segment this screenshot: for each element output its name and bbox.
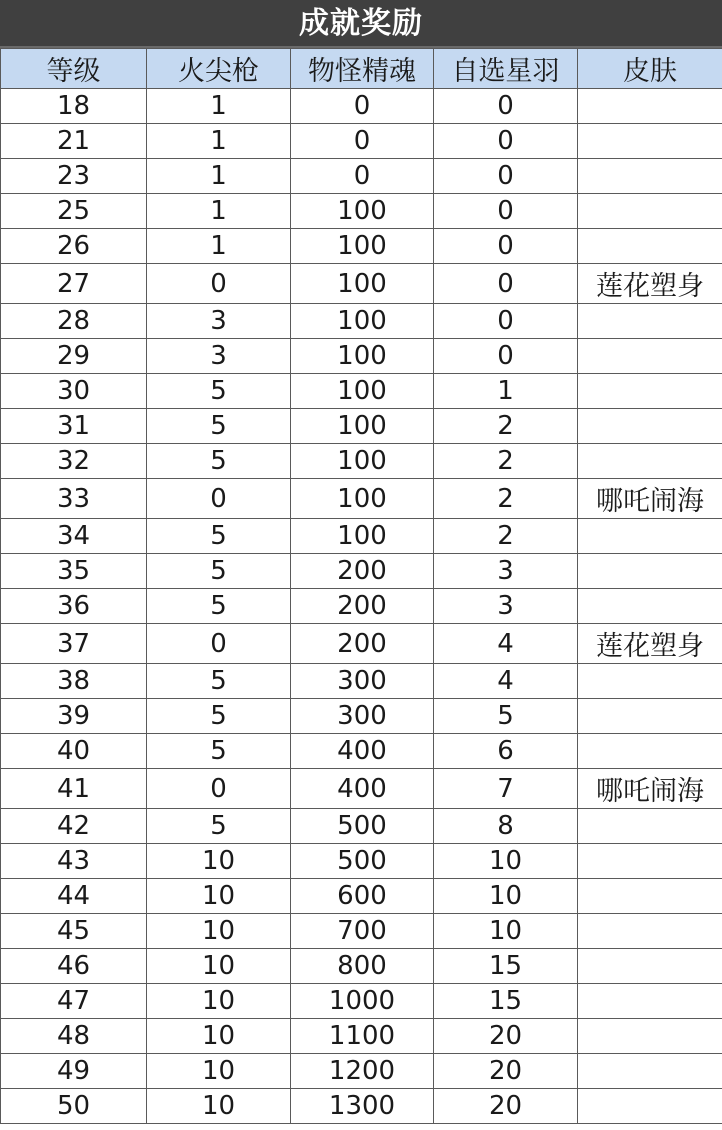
cell-fire-spear: 5 xyxy=(147,554,291,589)
cell-star-feather: 4 xyxy=(434,664,578,699)
cell-star-feather: 0 xyxy=(434,89,578,124)
cell-monster-essence: 200 xyxy=(291,624,434,664)
cell-level: 46 xyxy=(1,949,147,984)
cell-skin xyxy=(578,304,722,339)
cell-fire-spear: 5 xyxy=(147,664,291,699)
cell-monster-essence: 400 xyxy=(291,734,434,769)
cell-monster-essence: 100 xyxy=(291,304,434,339)
table-row xyxy=(1,589,722,624)
table-row xyxy=(1,409,722,444)
cell-skin xyxy=(578,949,722,984)
cell-skin xyxy=(578,734,722,769)
cell-skin xyxy=(578,1054,722,1089)
cell-monster-essence: 400 xyxy=(291,769,434,809)
cell-fire-spear: 10 xyxy=(147,844,291,879)
cell-level: 27 xyxy=(1,264,147,304)
cell-level: 23 xyxy=(1,159,147,194)
cell-star-feather: 10 xyxy=(434,879,578,914)
cell-level: 34 xyxy=(1,519,147,554)
cell-fire-spear: 5 xyxy=(147,589,291,624)
cell-skin xyxy=(578,1089,722,1124)
cell-star-feather: 3 xyxy=(434,589,578,624)
header-skin: 皮肤 xyxy=(578,49,722,89)
cell-skin xyxy=(578,879,722,914)
cell-level: 31 xyxy=(1,409,147,444)
table-row xyxy=(1,124,722,159)
cell-level: 50 xyxy=(1,1089,147,1124)
cell-skin xyxy=(578,124,722,159)
cell-fire-spear: 1 xyxy=(147,124,291,159)
cell-fire-spear: 5 xyxy=(147,699,291,734)
cell-skin: 哪吒闹海 xyxy=(578,479,722,519)
cell-star-feather: 15 xyxy=(434,949,578,984)
cell-level: 42 xyxy=(1,809,147,844)
cell-star-feather: 15 xyxy=(434,984,578,1019)
table-row xyxy=(1,229,722,264)
table-row xyxy=(1,479,722,519)
cell-fire-spear: 5 xyxy=(147,519,291,554)
cell-fire-spear: 5 xyxy=(147,809,291,844)
cell-monster-essence: 300 xyxy=(291,699,434,734)
cell-skin: 哪吒闹海 xyxy=(578,769,722,809)
achievement-reward-table xyxy=(0,48,722,1124)
table-row xyxy=(1,194,722,229)
cell-skin xyxy=(578,664,722,699)
cell-fire-spear: 1 xyxy=(147,159,291,194)
cell-level: 43 xyxy=(1,844,147,879)
cell-skin xyxy=(578,844,722,879)
cell-monster-essence: 800 xyxy=(291,949,434,984)
table-row xyxy=(1,699,722,734)
cell-fire-spear: 5 xyxy=(147,374,291,409)
cell-skin xyxy=(578,589,722,624)
table-row xyxy=(1,1089,722,1124)
cell-fire-spear: 1 xyxy=(147,229,291,264)
cell-fire-spear: 5 xyxy=(147,734,291,769)
cell-monster-essence: 600 xyxy=(291,879,434,914)
header-star-feather: 自选星羽 xyxy=(434,49,578,89)
cell-monster-essence: 100 xyxy=(291,374,434,409)
table-body xyxy=(1,89,722,1124)
cell-skin xyxy=(578,339,722,374)
cell-star-feather: 20 xyxy=(434,1054,578,1089)
cell-star-feather: 2 xyxy=(434,409,578,444)
table-row xyxy=(1,844,722,879)
table-row xyxy=(1,914,722,949)
header-row xyxy=(1,49,722,89)
cell-skin xyxy=(578,699,722,734)
cell-skin xyxy=(578,374,722,409)
cell-star-feather: 0 xyxy=(434,194,578,229)
cell-monster-essence: 100 xyxy=(291,479,434,519)
cell-star-feather: 2 xyxy=(434,519,578,554)
cell-level: 33 xyxy=(1,479,147,519)
cell-level: 30 xyxy=(1,374,147,409)
cell-star-feather: 2 xyxy=(434,444,578,479)
cell-monster-essence: 100 xyxy=(291,444,434,479)
cell-level: 25 xyxy=(1,194,147,229)
cell-monster-essence: 100 xyxy=(291,229,434,264)
cell-level: 32 xyxy=(1,444,147,479)
cell-fire-spear: 0 xyxy=(147,479,291,519)
cell-fire-spear: 1 xyxy=(147,194,291,229)
table-row xyxy=(1,554,722,589)
cell-level: 26 xyxy=(1,229,147,264)
cell-skin xyxy=(578,554,722,589)
cell-star-feather: 4 xyxy=(434,624,578,664)
cell-level: 36 xyxy=(1,589,147,624)
cell-monster-essence: 100 xyxy=(291,409,434,444)
cell-skin xyxy=(578,229,722,264)
cell-monster-essence: 0 xyxy=(291,159,434,194)
cell-skin xyxy=(578,519,722,554)
cell-skin xyxy=(578,159,722,194)
cell-level: 40 xyxy=(1,734,147,769)
cell-fire-spear: 1 xyxy=(147,89,291,124)
table-row xyxy=(1,624,722,664)
cell-fire-spear: 10 xyxy=(147,914,291,949)
cell-monster-essence: 200 xyxy=(291,589,434,624)
cell-star-feather: 1 xyxy=(434,374,578,409)
cell-star-feather: 0 xyxy=(434,339,578,374)
cell-monster-essence: 100 xyxy=(291,194,434,229)
cell-monster-essence: 100 xyxy=(291,519,434,554)
cell-level: 48 xyxy=(1,1019,147,1054)
cell-star-feather: 0 xyxy=(434,304,578,339)
cell-fire-spear: 10 xyxy=(147,1019,291,1054)
table-row xyxy=(1,1019,722,1054)
cell-monster-essence: 0 xyxy=(291,89,434,124)
header-fire-spear: 火尖枪 xyxy=(147,49,291,89)
cell-skin: 莲花塑身 xyxy=(578,264,722,304)
cell-skin xyxy=(578,914,722,949)
cell-skin xyxy=(578,89,722,124)
cell-star-feather: 5 xyxy=(434,699,578,734)
cell-level: 45 xyxy=(1,914,147,949)
cell-fire-spear: 0 xyxy=(147,769,291,809)
table-row xyxy=(1,769,722,809)
cell-star-feather: 20 xyxy=(434,1089,578,1124)
cell-fire-spear: 5 xyxy=(147,444,291,479)
cell-star-feather: 6 xyxy=(434,734,578,769)
table-row xyxy=(1,1054,722,1089)
cell-level: 39 xyxy=(1,699,147,734)
cell-monster-essence: 700 xyxy=(291,914,434,949)
cell-fire-spear: 3 xyxy=(147,304,291,339)
cell-star-feather: 8 xyxy=(434,809,578,844)
cell-level: 41 xyxy=(1,769,147,809)
cell-level: 35 xyxy=(1,554,147,589)
table-row xyxy=(1,984,722,1019)
cell-skin xyxy=(578,194,722,229)
cell-fire-spear: 10 xyxy=(147,1089,291,1124)
table-row xyxy=(1,734,722,769)
table-row xyxy=(1,444,722,479)
cell-level: 44 xyxy=(1,879,147,914)
cell-fire-spear: 10 xyxy=(147,984,291,1019)
cell-level: 38 xyxy=(1,664,147,699)
cell-skin: 莲花塑身 xyxy=(578,624,722,664)
table-row xyxy=(1,664,722,699)
table-row xyxy=(1,374,722,409)
cell-level: 18 xyxy=(1,89,147,124)
cell-monster-essence: 500 xyxy=(291,809,434,844)
cell-fire-spear: 0 xyxy=(147,264,291,304)
cell-star-feather: 7 xyxy=(434,769,578,809)
cell-skin xyxy=(578,409,722,444)
cell-fire-spear: 5 xyxy=(147,409,291,444)
cell-level: 49 xyxy=(1,1054,147,1089)
cell-star-feather: 0 xyxy=(434,229,578,264)
cell-monster-essence: 100 xyxy=(291,264,434,304)
table-row xyxy=(1,304,722,339)
cell-monster-essence: 1300 xyxy=(291,1089,434,1124)
cell-monster-essence: 200 xyxy=(291,554,434,589)
cell-fire-spear: 0 xyxy=(147,624,291,664)
cell-monster-essence: 300 xyxy=(291,664,434,699)
cell-monster-essence: 500 xyxy=(291,844,434,879)
cell-star-feather: 20 xyxy=(434,1019,578,1054)
cell-skin xyxy=(578,444,722,479)
table-row xyxy=(1,159,722,194)
cell-level: 21 xyxy=(1,124,147,159)
table-row xyxy=(1,809,722,844)
cell-monster-essence: 1200 xyxy=(291,1054,434,1089)
cell-level: 29 xyxy=(1,339,147,374)
table-row xyxy=(1,264,722,304)
cell-star-feather: 3 xyxy=(434,554,578,589)
cell-level: 37 xyxy=(1,624,147,664)
table-row xyxy=(1,879,722,914)
cell-fire-spear: 3 xyxy=(147,339,291,374)
cell-star-feather: 2 xyxy=(434,479,578,519)
cell-monster-essence: 1000 xyxy=(291,984,434,1019)
table-row xyxy=(1,339,722,374)
cell-star-feather: 10 xyxy=(434,844,578,879)
cell-skin xyxy=(578,984,722,1019)
cell-fire-spear: 10 xyxy=(147,879,291,914)
table-header xyxy=(1,49,722,89)
table-row xyxy=(1,949,722,984)
cell-level: 47 xyxy=(1,984,147,1019)
cell-star-feather: 10 xyxy=(434,914,578,949)
header-level: 等级 xyxy=(1,49,147,89)
cell-fire-spear: 10 xyxy=(147,949,291,984)
cell-star-feather: 0 xyxy=(434,264,578,304)
cell-star-feather: 0 xyxy=(434,124,578,159)
table-title: 成就奖励 xyxy=(0,0,722,48)
header-monster-essence: 物怪精魂 xyxy=(291,49,434,89)
cell-monster-essence: 1100 xyxy=(291,1019,434,1054)
cell-monster-essence: 0 xyxy=(291,124,434,159)
cell-skin xyxy=(578,809,722,844)
cell-fire-spear: 10 xyxy=(147,1054,291,1089)
cell-skin xyxy=(578,1019,722,1054)
cell-star-feather: 0 xyxy=(434,159,578,194)
cell-level: 28 xyxy=(1,304,147,339)
table-row xyxy=(1,519,722,554)
cell-monster-essence: 100 xyxy=(291,339,434,374)
table-row xyxy=(1,89,722,124)
